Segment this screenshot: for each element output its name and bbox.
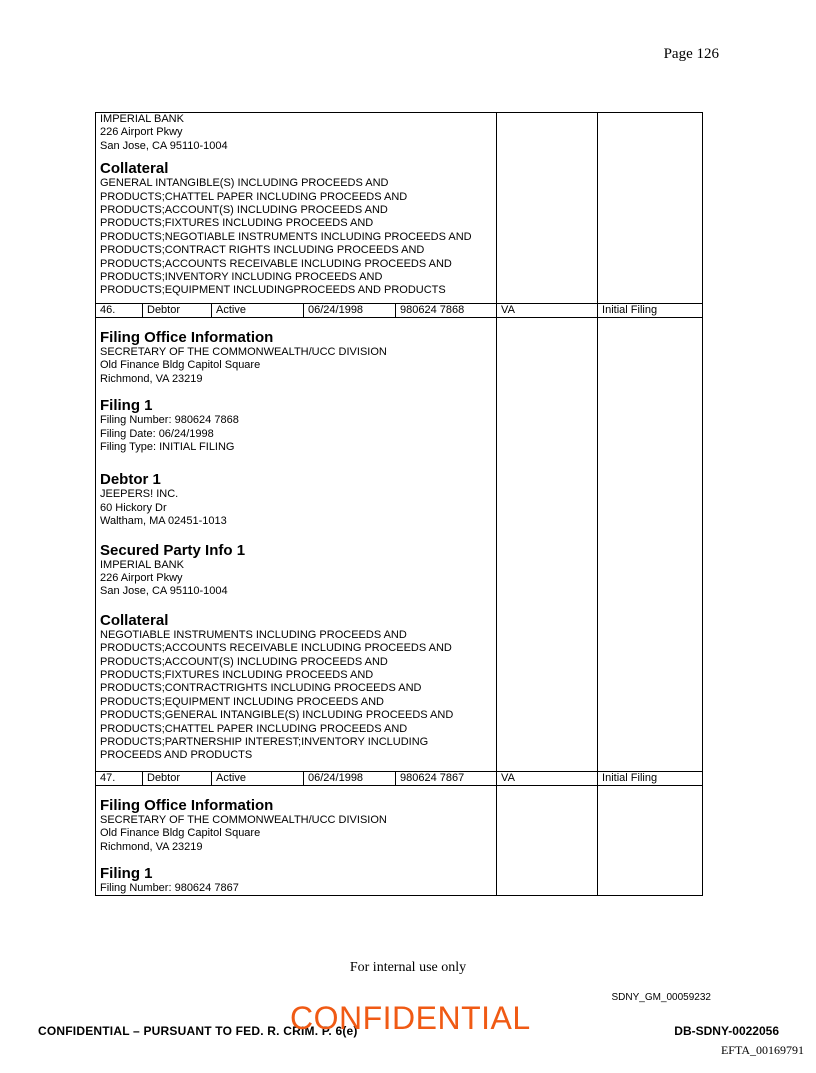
party-role: Debtor xyxy=(143,771,212,785)
efta-number: EFTA_00169791 xyxy=(720,1043,804,1057)
bates-number-bottom: DB-SDNY-0022056 xyxy=(674,1024,779,1038)
filing-type: Initial Filing xyxy=(598,771,703,785)
filing-heading: Filing 1 xyxy=(100,865,153,883)
secured-party-block: IMPERIAL BANK 226 Airport Pkwy San Jose, CA 95110-1004 xyxy=(100,558,228,598)
debtor-block: JEEPERS! INC. 60 Hickory Dr Waltham, MA 02451-1013 xyxy=(100,488,227,528)
filing-number: 980624 7868 xyxy=(396,303,497,317)
filing-number: 980624 7867 xyxy=(396,771,497,785)
filing-date: 06/24/1998 xyxy=(304,303,396,317)
record-46-details xyxy=(96,317,497,771)
record-47-details xyxy=(96,785,497,896)
party-role: Debtor xyxy=(143,303,212,317)
filing-state: VA xyxy=(497,771,598,785)
filing-office-block: SECRETARY OF THE COMMONWEALTH/UCC DIVISION Old Finance Bldg Capitol Square Richmond, VA 23219 xyxy=(100,345,387,385)
secured-party-heading: Secured Party Info 1 xyxy=(100,541,246,559)
page-number: Page 126 xyxy=(663,46,719,62)
internal-use-note: For internal use only xyxy=(349,960,467,975)
filing-status: Active xyxy=(212,303,304,317)
filing-office-heading: Filing Office Information xyxy=(100,328,274,346)
filing-status: Active xyxy=(212,771,304,785)
collateral-heading: Collateral xyxy=(100,160,169,178)
filing-block: Filing Number: 980624 7868 Filing Date: 06/24/1998 Filing Type: INITIAL FILING xyxy=(100,414,239,453)
debtor-heading: Debtor 1 xyxy=(100,471,161,489)
filing-date: 06/24/1998 xyxy=(304,771,396,785)
filing-office-heading: Filing Office Information xyxy=(100,796,274,814)
table-row xyxy=(96,771,703,785)
table-row xyxy=(96,303,703,317)
confidentiality-notice: CONFIDENTIAL – PURSUANT TO FED. R. CRIM. P. 6(e) xyxy=(38,1024,358,1038)
confidential-stamp: CONFIDENTIAL xyxy=(290,1000,531,1036)
secured-party-block: IMPERIAL BANK 226 Airport Pkwy San Jose, CA 95110-1004 xyxy=(100,113,228,152)
filing-state: VA xyxy=(497,303,598,317)
filing-type: Initial Filing xyxy=(598,303,703,317)
collateral-text: GENERAL INTANGIBLE(S) INCLUDING PROCEEDS AND PRODUCTS;CHATTEL PAPER INCLUDING PROCEEDS AND PRODUCTS;ACCOUNT(S) INCLUDING PROCEEDS AND PRODUCTS;FIXTURES INCLUDING PROCEEDS AND PRODUCTS;NEGOTIABLE INSTRUMENTS INCLUDING PROCEEDS AND PRODUCTS;CONTRACT RIGHTS INCLUDING PROCEEDS AND PRODUCTS;ACCOUNTS RECEIVABLE INCLUDING PROCEEDS AND PRODUCTS;INVENTORY INCLUDING PROCEEDS AND PRODUCTS;EQUIPMENT INCLUDINGPROCEEDS AND PRODUCTS xyxy=(100,177,472,297)
filing-office-block: SECRETARY OF THE COMMONWEALTH/UCC DIVISION Old Finance Bldg Capitol Square Richmond, VA 23219 xyxy=(100,813,387,853)
ucc-filing-table xyxy=(95,112,703,896)
row-number: 47. xyxy=(96,771,143,785)
collateral-text: NEGOTIABLE INSTRUMENTS INCLUDING PROCEEDS AND PRODUCTS;ACCOUNTS RECEIVABLE INCLUDING PROCEEDS AND PRODUCTS;ACCOUNT(S) INCLUDING PROCEEDS AND PRODUCTS;FIXTURES INCLUDING PROCEEDS AND PRODUCTS;CONTRACTRIGHTS INCLUDING PROCEEDS AND PRODUCTS;EQUIPMENT INCLUDING PROCEEDS AND PRODUCTS;GENERAL INTANGIBLE(S) INCLUDING PROCEEDS AND PRODUCTS;CHATTEL PAPER INCLUDING PROCEEDS AND PRODUCTS;PARTNERSHIP INTEREST;INVENTORY INCLUDING PROCEEDS AND PRODUCTS xyxy=(100,628,454,762)
record-45-details xyxy=(96,113,497,304)
row-number: 46. xyxy=(96,303,143,317)
filing-heading: Filing 1 xyxy=(100,397,153,415)
collateral-heading: Collateral xyxy=(100,611,169,629)
filing-block: Filing Number: 980624 7867 xyxy=(100,882,239,895)
bates-number-top: SDNY_GM_00059232 xyxy=(611,992,711,1003)
